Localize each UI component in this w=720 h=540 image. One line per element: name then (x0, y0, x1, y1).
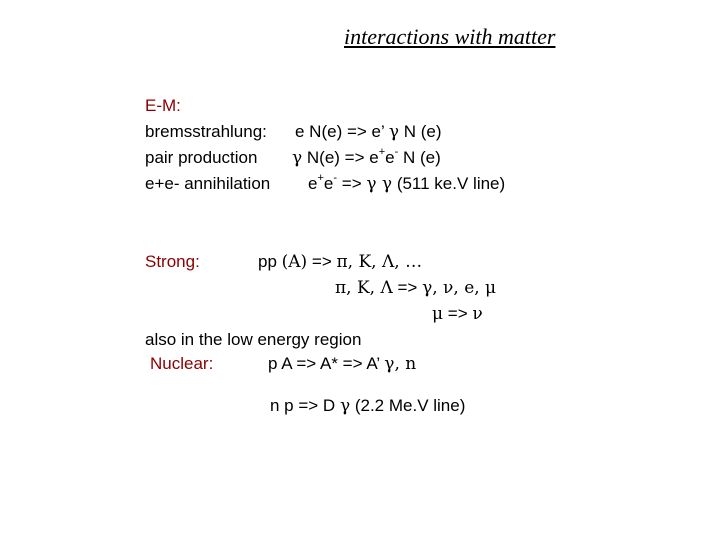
superscript: - (333, 172, 338, 185)
reaction-text: p A => A* => A’ (268, 354, 385, 373)
page-title: interactions with matter (344, 24, 556, 49)
reaction-text: N(e) => e (302, 148, 379, 167)
nuclear-label: Nuclear: (150, 354, 214, 373)
nuclear-reaction (268, 354, 416, 374)
process-name-annihilation: e+e- annihilation (145, 174, 271, 193)
process-name-pair-production: pair production (145, 148, 258, 167)
superscript: + (317, 172, 324, 185)
superscript: + (378, 146, 386, 159)
neutrino-symbol: ν (472, 304, 483, 324)
em-label: E-M: (145, 96, 181, 115)
superscript: - (394, 146, 399, 159)
nucleus-symbol: (A) (281, 252, 308, 272)
decay-products: γ, ν, e, μ (422, 278, 497, 298)
gamma-n-symbols: γ, n (384, 354, 417, 374)
strong-label: Strong: (145, 252, 200, 271)
reaction-text: e (385, 148, 395, 167)
reaction-text: => (443, 304, 473, 323)
reaction-bremsstrahlung (295, 122, 442, 142)
reaction-text: pp (258, 252, 282, 271)
gamma-symbol: γ (339, 396, 351, 416)
reaction-note: (511 ke.V line) (392, 174, 506, 193)
reaction-text: N (e) (398, 148, 441, 167)
capture-reaction (270, 396, 465, 416)
strong-reaction-line2 (335, 278, 496, 298)
reaction-text: n p => D (270, 396, 340, 415)
gamma-symbol: γ (292, 148, 303, 168)
process-name-bremsstrahlung: bremsstrahlung: (145, 122, 267, 141)
strong-reaction-line3 (432, 304, 483, 324)
meson-list: π, K, Λ (335, 278, 393, 298)
reaction-text: => (392, 278, 423, 297)
reaction-text: => (337, 174, 367, 193)
reaction-text: => (307, 252, 337, 271)
reaction-annihilation (308, 174, 505, 194)
reaction-text: e (323, 174, 334, 193)
gamma-symbols: γ γ (366, 174, 393, 194)
reaction-note: (2.2 Me.V line) (350, 396, 466, 415)
reaction-text: N (e) (399, 122, 442, 141)
reaction-text: e (308, 174, 318, 193)
reaction-text: e N(e) => e’ (295, 122, 389, 141)
reaction-pair-production (292, 148, 441, 168)
meson-list: π, K, Λ, … (336, 252, 423, 272)
gamma-symbol: γ (388, 122, 400, 142)
low-energy-note: also in the low energy region (145, 330, 362, 349)
muon-symbol: μ (432, 304, 444, 324)
strong-reaction-line1 (258, 252, 422, 272)
